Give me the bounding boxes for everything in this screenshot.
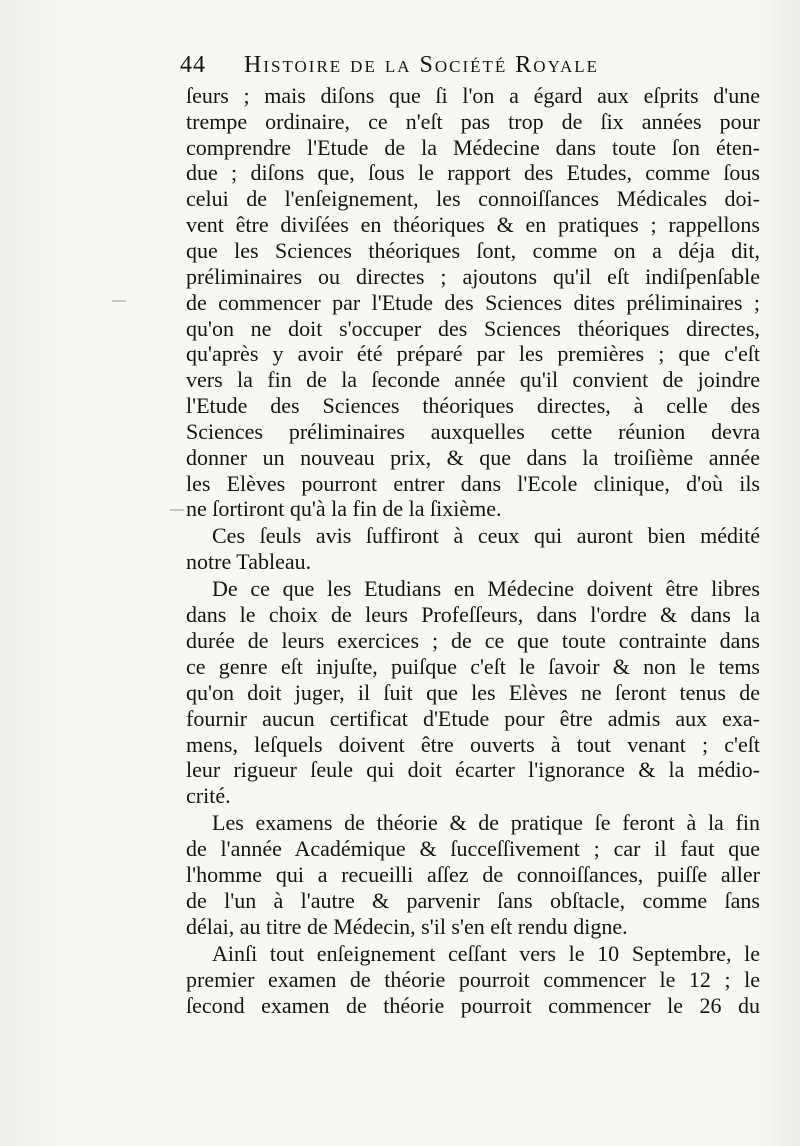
page-number: 44 <box>180 52 206 78</box>
text-line: donner un nouveau prix, & que dans la troiſième année <box>186 445 760 470</box>
text-line: crité. <box>186 783 231 808</box>
text-line: préliminaires ou directes ; ajoutons qu'il eſt indiſpenſable <box>186 264 760 289</box>
text-line: l'Etude des Sciences théoriques directes, à celle des <box>186 393 760 418</box>
text-line: notre Tableau. <box>186 549 312 574</box>
text-line: premier examen de théorie pourroit commencer le 12 ; le <box>186 967 760 992</box>
text-line: ne ſortiront qu'à la fin de la ſixième. <box>186 496 502 521</box>
text-line: durée de leurs exercices ; de ce que toute contrainte dans <box>186 628 760 653</box>
text-line: Ces ſeuls avis ſuffiront à ceux qui auront bien médité <box>212 523 760 548</box>
text-line: de commencer par l'Etude des Sciences dites préliminaires ; <box>186 290 760 315</box>
text-line: vent être diviſées en théoriques & en pratiques ; rappellons <box>186 212 760 237</box>
text-line: celui de l'enſeignement, les connoiſſances Médicales doi- <box>186 186 760 211</box>
text-line: que les Sciences théoriques ſont, comme on a déja dit, <box>186 238 760 263</box>
text-line: due ; diſons que, ſous le rapport des Etudes, comme ſous <box>186 160 760 185</box>
text-line: qu'on ne doit s'occuper des Sciences théoriques directes, <box>186 316 760 341</box>
text-line: vers la fin de la ſeconde année qu'il convient de joindre <box>186 367 760 392</box>
text-line: qu'on doit juger, il ſuit que les Elèves ne ſeront tenus de <box>186 680 760 705</box>
text-line: mens, leſquels doivent être ouverts à tout venant ; c'eſt <box>186 732 760 757</box>
text-line: De ce que les Etudians en Médecine doivent être libres <box>212 576 760 601</box>
text-line: ce genre eſt injuſte, puiſque c'eſt le ſavoir & non le tems <box>186 654 760 679</box>
text-line: délai, au titre de Médecin, s'il s'en eſt rendu digne. <box>186 914 628 939</box>
text-line: qu'après y avoir été préparé par les premières ; que c'eſt <box>186 341 760 366</box>
text-line: leur rigueur ſeule qui doit écarter l'ignorance & la médio- <box>186 757 760 782</box>
running-title: Histoire de la Société Royale <box>244 52 600 78</box>
text-line: comprendre l'Etude de la Médecine dans toute ſon éten- <box>186 135 760 160</box>
text-line: dans le choix de leurs Profeſſeurs, dans l'ordre & dans la <box>186 602 760 627</box>
text-line: ſeurs ; mais diſons que ſi l'on a égard aux eſprits d'une <box>186 83 760 108</box>
text-line: fournir aucun certificat d'Etude pour être admis aux exa- <box>186 706 760 731</box>
text-line: de l'année Académique & ſucceſſivement ; car il faut que <box>186 836 760 861</box>
text-line: de l'un à l'autre & parvenir ſans obſtacle, comme ſans <box>186 888 760 913</box>
text-line: les Elèves pourront entrer dans l'Ecole clinique, d'où ils <box>186 471 760 496</box>
text-line: trempe ordinaire, ce n'eſt pas trop de ſix années pour <box>186 109 760 134</box>
text-line: Ainſi tout enſeignement ceſſant vers le 10 Septembre, le <box>212 941 760 966</box>
text-line: l'homme qui a recueilli aſſez de connoiſſances, puiſſe aller <box>186 862 760 887</box>
text-line: Sciences préliminaires auxquelles cette réunion devra <box>186 419 760 444</box>
text-line: ſecond examen de théorie pourroit commencer le 26 du <box>186 993 760 1018</box>
text-line: Les examens de théorie & de pratique ſe feront à la fin <box>212 810 760 835</box>
